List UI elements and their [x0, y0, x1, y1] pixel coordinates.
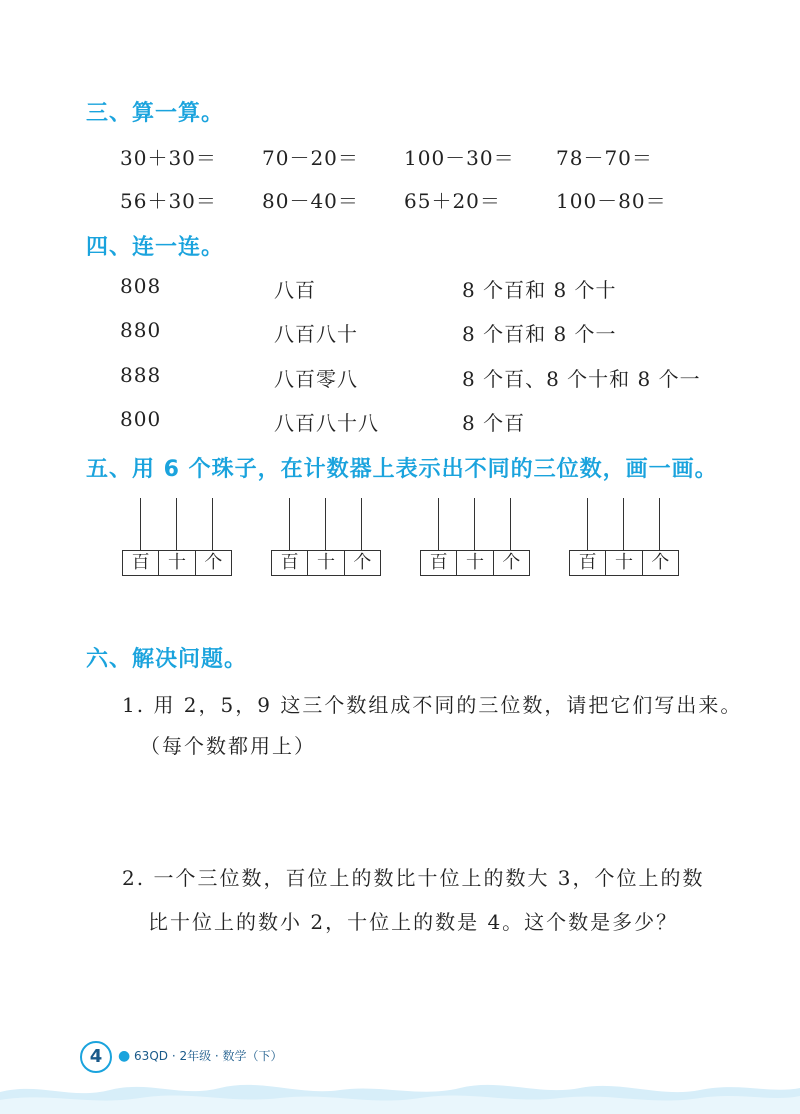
match-word: 八百零八 — [274, 367, 358, 391]
place-label-tens: 十 — [457, 551, 493, 575]
abacus-base — [420, 550, 530, 576]
place-label-hundreds: 百 — [570, 551, 606, 575]
question-1: 1. 用 2，5，9 这三个数组成不同的三位数，请把它们写出来。 — [122, 693, 743, 717]
bullet-icon: ● — [118, 1048, 131, 1064]
place-label-ones: 个 — [502, 552, 521, 573]
equation: 100－30＝ — [404, 146, 515, 170]
abacus-rod — [289, 498, 290, 550]
place-label-ones: 个 — [651, 552, 670, 573]
section4-title: 四、连一连。 — [86, 235, 225, 260]
section5-title: 五、用 6 个珠子，在计数器上表示出不同的三位数，画一画。 — [86, 457, 718, 482]
equation: 100－80＝ — [556, 189, 667, 213]
question-1-note: （每个数都用上） — [140, 734, 316, 758]
equation: 70－20＝ — [262, 146, 359, 170]
abacus-rod — [176, 498, 177, 550]
abacus-rod — [587, 498, 588, 550]
abacus-base — [122, 550, 232, 576]
equation: 30＋30＝ — [120, 146, 217, 170]
abacus-base — [271, 550, 381, 576]
place-label-hundreds: 百 — [123, 551, 159, 575]
match-word: 八百 — [274, 278, 316, 302]
abacus-rod — [623, 498, 624, 550]
match-description: 8 个百和 8 个一 — [462, 322, 617, 346]
place-label-tens: 十 — [308, 551, 344, 575]
abacus-rod — [212, 498, 213, 550]
match-number: 888 — [120, 363, 162, 387]
abacus-rod — [140, 498, 141, 550]
match-number: 880 — [120, 318, 162, 342]
abacus[interactable] — [569, 498, 679, 573]
match-word: 八百八十八 — [274, 411, 379, 435]
page-number: 4 — [80, 1041, 112, 1073]
place-label-tens: 十 — [159, 551, 195, 575]
place-label-ones: 个 — [353, 552, 372, 573]
match-description: 8 个百、8 个十和 8 个一 — [462, 367, 701, 391]
abacus-rod — [510, 498, 511, 550]
equation: 65＋20＝ — [404, 189, 501, 213]
abacus-base — [569, 550, 679, 576]
place-label-ones: 个 — [204, 552, 223, 573]
footer-wave-decoration — [0, 1070, 800, 1114]
place-label-hundreds: 百 — [272, 551, 308, 575]
footer-text: 63QD · 2年级 · 数学（下） — [134, 1049, 283, 1063]
equation: 56＋30＝ — [120, 189, 217, 213]
place-label-hundreds: 百 — [421, 551, 457, 575]
section6-title: 六、解决问题。 — [86, 647, 248, 672]
footer-label — [118, 1047, 283, 1064]
equation: 80－40＝ — [262, 189, 359, 213]
abacus-rod — [438, 498, 439, 550]
match-description: 8 个百和 8 个十 — [462, 278, 617, 302]
abacus-rod — [474, 498, 475, 550]
place-label-tens: 十 — [606, 551, 642, 575]
abacus[interactable] — [420, 498, 530, 573]
match-number: 800 — [120, 407, 162, 431]
match-number: 808 — [120, 274, 162, 298]
equation: 78－70＝ — [556, 146, 653, 170]
abacus[interactable] — [271, 498, 381, 573]
abacus-rod — [361, 498, 362, 550]
section3-title: 三、算一算。 — [86, 101, 225, 126]
abacus-rod — [659, 498, 660, 550]
question-2-line2: 比十位上的数小 2，十位上的数是 4。这个数是多少？ — [148, 910, 679, 934]
match-word: 八百八十 — [274, 322, 358, 346]
abacus-rod — [325, 498, 326, 550]
question-2-line1: 2. 一个三位数，百位上的数比十位上的数大 3，个位上的数 — [122, 866, 705, 890]
abacus[interactable] — [122, 498, 232, 573]
match-description: 8 个百 — [462, 411, 526, 435]
